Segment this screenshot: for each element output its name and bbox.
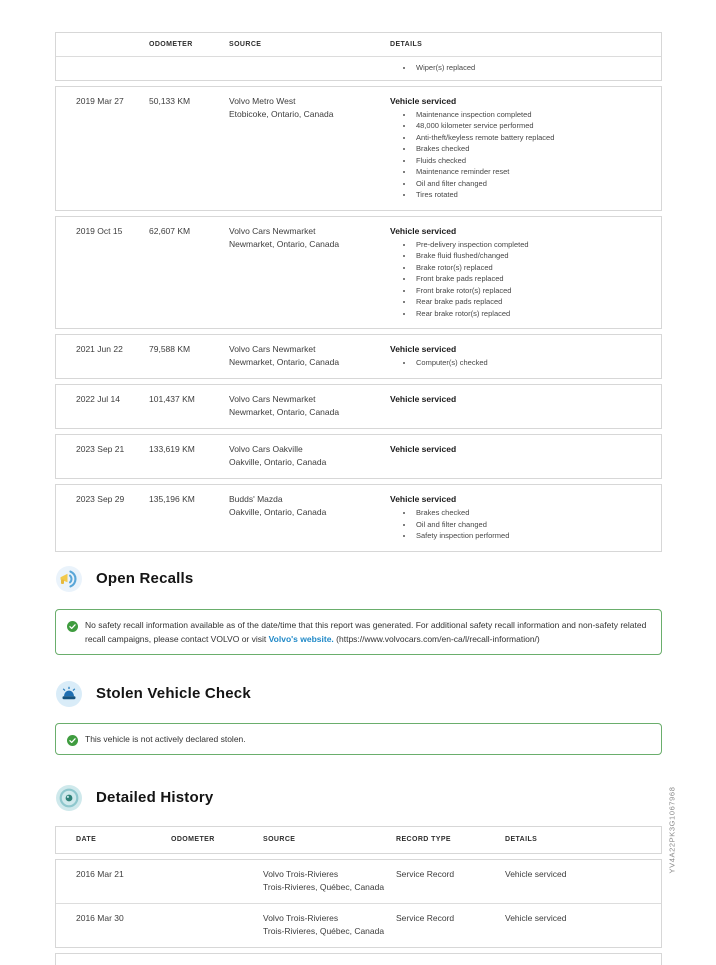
bullet-text: Front brake rotor(s) replaced [416, 285, 512, 295]
source-name: Volvo Metro West [229, 95, 296, 106]
record-date: 2019 Oct 15 [76, 225, 123, 236]
bullet-text: Anti-theft/keyless remote battery replaced [416, 132, 555, 142]
lens-icon [55, 784, 83, 812]
history-rows [55, 859, 662, 948]
detail-bullet [390, 239, 661, 251]
bullet-dot [403, 171, 405, 173]
service-record-row [55, 434, 662, 479]
record-details [390, 493, 661, 542]
recall-text-before: No safety recall information available as of the date/time that this report was generated. For additional safety recall information and non-safety related recall campaigns, please contact VOLVO or visit [85, 619, 647, 644]
history-source [263, 912, 396, 938]
bullet-dot [403, 137, 405, 139]
detail-bullet [390, 250, 661, 262]
record-odometer: 101,437 KM [149, 394, 195, 404]
bullet-dot [403, 194, 405, 196]
bullet-dot [403, 255, 405, 257]
bullet-text: Oil and filter changed [416, 519, 487, 529]
history-date: 2016 Mar 30 [76, 912, 124, 923]
record-source [229, 225, 390, 320]
bullet-dot [403, 183, 405, 185]
bullet-text: Wiper(s) replaced [416, 63, 476, 72]
check-icon [67, 733, 78, 744]
bullet-text: 48,000 kilometer service performed [416, 121, 534, 130]
service-record-row [55, 86, 662, 211]
history-table-header-row [56, 827, 661, 853]
detail-bullet [390, 109, 661, 121]
record-details [390, 393, 661, 419]
source-name: Volvo Cars Newmarket [229, 394, 316, 404]
detail-bullet [390, 296, 661, 308]
service-table-header-box [55, 32, 662, 81]
stolen-vehicle-check-title: Stolen Vehicle Check [96, 685, 251, 702]
detail-bullet [390, 308, 661, 320]
bullet-dot [403, 67, 405, 69]
volvo-website-link[interactable]: Volvo's website. [268, 633, 334, 644]
detailed-history-section-heading [55, 784, 662, 812]
bullet-dot [403, 535, 405, 537]
col-source-header: SOURCE [263, 836, 296, 843]
source-location: Etobicoke, Ontario, Canada [229, 108, 334, 119]
record-odometer: 62,607 KM [149, 225, 191, 236]
detail-bullet [390, 507, 661, 519]
record-source [229, 443, 390, 469]
stolen-vehicle-notice-text: This vehicle is not actively declared stolen. [85, 733, 246, 744]
report-content [55, 32, 662, 965]
col-record-type-header: RECORD TYPE [396, 836, 451, 843]
history-source [263, 868, 396, 894]
source-name: Volvo Trois-Rivieres [263, 912, 339, 923]
siren-icon [55, 680, 83, 708]
detail-bullet [390, 62, 661, 74]
service-record-row [55, 216, 662, 330]
detail-bullet [390, 530, 661, 542]
bullet-dot [403, 524, 405, 526]
bullet-text: Maintenance reminder reset [416, 167, 510, 176]
bullet-dot [403, 290, 405, 292]
record-date: 2023 Sep 29 [76, 494, 125, 504]
recall-text-after: (https://www.volvocars.com/en-ca/l/recall-information/) [333, 633, 540, 644]
record-source [229, 343, 390, 369]
detail-bullet [390, 178, 661, 190]
details-bullets [390, 507, 661, 542]
vin-vertical-label: YV4A22PK3G1067968 [667, 786, 677, 874]
details-title: Vehicle serviced [390, 394, 457, 404]
detail-bullet [390, 155, 661, 167]
source-name: Volvo Cars Newmarket [229, 225, 316, 236]
source-location: Newmarket, Ontario, Canada [229, 357, 340, 367]
bullet-text: Tires rotated [416, 190, 458, 199]
check-icon [67, 619, 78, 630]
stolen-vehicle-notice [55, 723, 662, 755]
record-details [390, 225, 661, 320]
detail-bullet [390, 132, 661, 144]
detail-bullet [390, 273, 661, 285]
detail-bullet [390, 357, 661, 369]
record-odometer: 133,619 KM [149, 444, 195, 454]
detail-bullet [390, 120, 661, 132]
service-records-table [55, 32, 662, 552]
col-odometer-header: ODOMETER [171, 836, 215, 843]
detailed-history-title: Detailed History [96, 789, 214, 806]
service-record-continuation-row [56, 57, 661, 80]
bullet-text: Brake fluid flushed/changed [416, 251, 509, 260]
service-record-row [55, 334, 662, 379]
bullet-dot [403, 148, 405, 150]
source-name: Volvo Cars Newmarket [229, 344, 316, 354]
detail-bullet [390, 262, 661, 274]
source-name: Budds' Mazda [229, 494, 283, 504]
source-location: Oakville, Ontario, Canada [229, 507, 327, 517]
history-next-row-stub [55, 953, 662, 965]
detail-bullet [390, 166, 661, 178]
history-odometer [171, 912, 263, 938]
service-record-row [55, 384, 662, 429]
bullet-dot [403, 125, 405, 127]
details-title: Vehicle serviced [390, 344, 457, 354]
source-location: Trois-Rivieres, Québec, Canada [263, 881, 385, 892]
open-recalls-section-heading [55, 565, 662, 593]
bullet-text: Fluids checked [416, 155, 467, 165]
record-source [229, 493, 390, 542]
detail-bullet [390, 519, 661, 531]
col-odometer-header: ODOMETER [149, 41, 193, 48]
open-recalls-title: Open Recalls [96, 570, 194, 587]
history-row [56, 903, 661, 947]
source-location: Newmarket, Ontario, Canada [229, 238, 340, 249]
bullet-dot [403, 301, 405, 303]
details-bullets [390, 239, 661, 320]
bullet-text: Rear brake pads replaced [416, 297, 503, 306]
continuation-bullets [390, 62, 661, 74]
record-odometer: 50,133 KM [149, 95, 191, 106]
record-date: 2023 Sep 21 [76, 444, 125, 454]
bullet-text: Maintenance inspection completed [416, 109, 532, 119]
record-date: 2021 Jun 22 [76, 344, 123, 354]
history-row [56, 860, 661, 903]
bullet-dot [403, 160, 405, 162]
service-records [55, 86, 662, 552]
detailed-history-table [55, 826, 662, 965]
col-details-header: DETAILS [390, 41, 423, 48]
bullet-text: Front brake pads replaced [416, 274, 504, 283]
bullet-text: Oil and filter changed [416, 178, 487, 188]
details-bullets [390, 109, 661, 201]
record-date: 2022 Jul 14 [76, 394, 120, 404]
record-source [229, 95, 390, 201]
record-odometer: 79,588 KM [149, 344, 191, 354]
bullet-text: Computer(s) checked [416, 358, 488, 367]
bullet-dot [403, 114, 405, 116]
record-date: 2019 Mar 27 [76, 95, 124, 106]
detail-bullet [390, 189, 661, 201]
bullet-text: Pre-delivery inspection completed [416, 239, 529, 249]
source-name: Volvo Trois-Rivieres [263, 868, 339, 879]
bullet-dot [403, 512, 405, 514]
source-location: Newmarket, Ontario, Canada [229, 407, 340, 417]
bullet-dot [403, 313, 405, 315]
bullet-text: Rear brake rotor(s) replaced [416, 308, 511, 318]
detail-bullet [390, 285, 661, 297]
bullet-text: Safety inspection performed [416, 531, 510, 540]
history-odometer [171, 868, 263, 894]
open-recalls-notice [55, 609, 662, 655]
service-record-row [55, 484, 662, 552]
details-bullets [390, 357, 661, 369]
details-title: Vehicle serviced [390, 494, 457, 504]
record-odometer: 135,196 KM [149, 494, 195, 504]
record-details [390, 343, 661, 369]
stolen-vehicle-check-section-heading [55, 680, 662, 708]
history-details: Vehicle serviced [505, 912, 567, 923]
record-details [390, 95, 661, 201]
source-name: Volvo Cars Oakville [229, 444, 303, 454]
source-location: Trois-Rivieres, Québec, Canada [263, 925, 385, 936]
detail-bullet [390, 143, 661, 155]
bullet-text: Brake rotor(s) replaced [416, 262, 493, 272]
history-date: 2016 Mar 21 [76, 868, 124, 879]
source-location: Oakville, Ontario, Canada [229, 457, 327, 467]
open-recalls-notice-text [85, 618, 650, 646]
col-details-header: DETAILS [505, 836, 538, 843]
details-title: Vehicle serviced [390, 225, 457, 236]
history-record-type: Service Record [396, 868, 455, 879]
service-table-header-row [56, 33, 661, 57]
record-source [229, 393, 390, 419]
history-record-type: Service Record [396, 912, 455, 923]
col-date-header: DATE [76, 836, 97, 843]
details-title: Vehicle serviced [390, 95, 457, 106]
history-details: Vehicle serviced [505, 868, 567, 879]
history-table-header-box [55, 826, 662, 854]
record-details [390, 443, 661, 469]
bullet-dot [403, 362, 405, 364]
bullet-dot [403, 267, 405, 269]
bullet-dot [403, 278, 405, 280]
details-title: Vehicle serviced [390, 444, 457, 454]
megaphone-icon [55, 565, 83, 593]
bullet-text: Brakes checked [416, 144, 470, 153]
bullet-text: Brakes checked [416, 508, 470, 517]
bullet-dot [403, 244, 405, 246]
col-source-header: SOURCE [229, 41, 262, 48]
